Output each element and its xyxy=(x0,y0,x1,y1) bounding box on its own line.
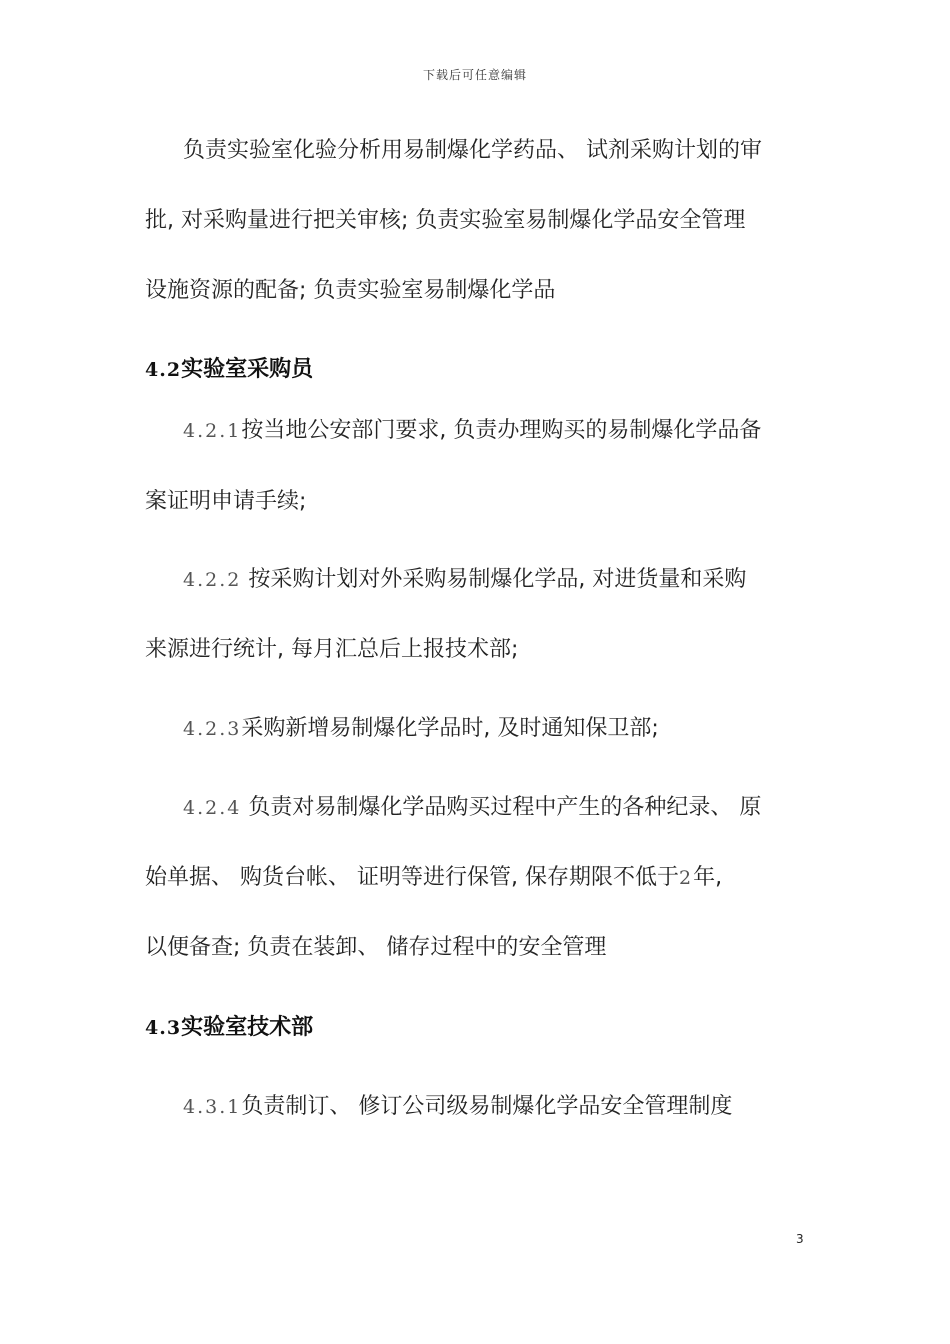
list-item-4-2-4 xyxy=(183,794,761,822)
section-number: 4.3 xyxy=(145,1017,182,1039)
item-text: 按当地公安部门要求, 负责办理购买的易制爆化学品备 xyxy=(241,418,762,443)
item-number: 4.2.3 xyxy=(183,718,242,740)
paragraph-line: 负责实验室化验分析用易制爆化学药品、 试剂采购计划的审 xyxy=(183,138,762,163)
item-text: 年, xyxy=(693,865,723,890)
paragraph-line: 案证明申请手续; xyxy=(145,489,307,514)
item-number: 4.2.4 xyxy=(183,797,242,819)
paragraph-line: 设施资源的配备; 负责实验室易制爆化学品 xyxy=(145,278,556,303)
item-text: 负责对易制爆化学品购买过程中产生的各种纪录、 原 xyxy=(241,795,762,820)
section-title: 实验室采购员 xyxy=(181,357,314,382)
page-number: 3 xyxy=(796,1232,804,1246)
section-heading-4-3 xyxy=(145,1014,313,1042)
paragraph-line: 以便备查; 负责在装卸、 储存过程中的安全管理 xyxy=(145,935,607,960)
item-text: 按采购计划对外采购易制爆化学品, 对进货量和采购 xyxy=(241,567,747,592)
page-header: 下载后可任意编辑 xyxy=(422,68,527,82)
paragraph-line: 来源进行统计, 每月汇总后上报技术部; xyxy=(145,637,519,662)
list-item-4-2-2 xyxy=(183,566,746,594)
section-number: 4.2 xyxy=(145,359,182,381)
section-heading-4-2 xyxy=(145,356,313,384)
list-item-4-2-3 xyxy=(183,715,659,743)
list-item-4-2-1 xyxy=(183,417,761,445)
item-number: 4.2.1 xyxy=(183,420,242,442)
item-number: 4.2.2 xyxy=(183,569,242,591)
section-title: 实验室技术部 xyxy=(181,1015,314,1040)
item-text: 负责制订、 修订公司级易制爆化学品安全管理制度 xyxy=(241,1094,733,1119)
item-number: 4.3.1 xyxy=(183,1096,242,1118)
inline-number: 2 xyxy=(678,867,694,889)
paragraph-line: 批, 对采购量进行把关审核; 负责实验室易制爆化学品安全管理 xyxy=(145,208,746,233)
list-item-4-3-1 xyxy=(183,1093,732,1121)
item-text: 始单据、 购货台帐、 证明等进行保管, 保存期限不低于 xyxy=(145,865,679,890)
paragraph-line xyxy=(145,864,722,892)
item-text: 采购新增易制爆化学品时, 及时通知保卫部; xyxy=(241,716,659,741)
